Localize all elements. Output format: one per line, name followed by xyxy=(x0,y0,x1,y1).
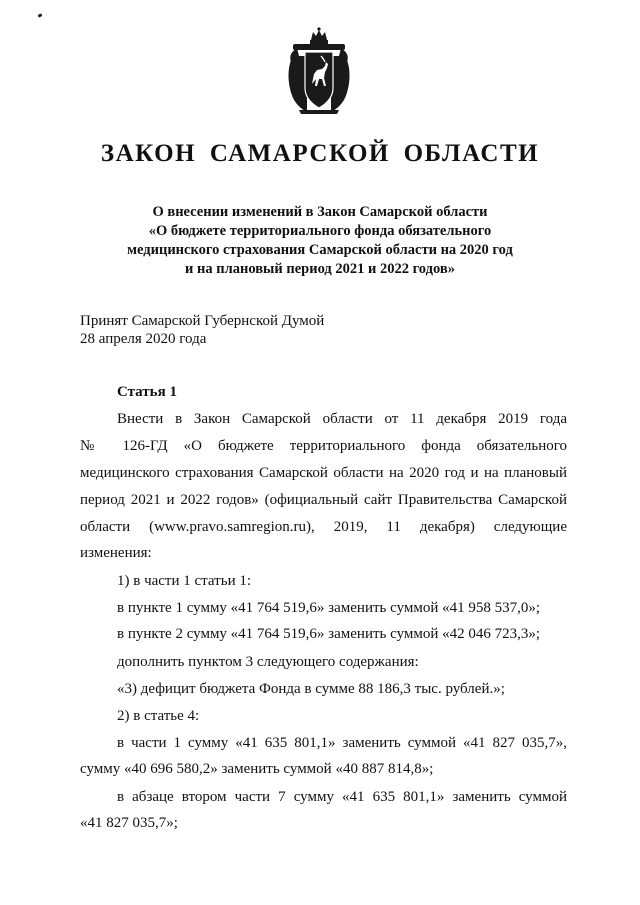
list-item: 1) в части 1 статьи 1: xyxy=(117,573,252,589)
subject-line: «О бюджете территориального фонда обязательного xyxy=(148,223,492,239)
subject-line: медицинского страхования Самарской области на 2020 год xyxy=(127,242,513,258)
shield-icon xyxy=(305,52,333,108)
body-line: области (www.pravo.samregion.ru), 2019, 11 декабря) следующие xyxy=(80,519,567,535)
body-line: «41 827 035,7»; xyxy=(80,815,178,831)
adopted-date: 28 апреля 2020 года xyxy=(80,331,207,347)
body-line: в абзаце втором части 7 сумму «41 635 801,1» заменить суммой xyxy=(117,789,567,805)
law-subject xyxy=(0,203,640,279)
body-line: в части 1 сумму «41 635 801,1» заменить суммой «41 827 035,7», xyxy=(117,735,567,751)
scan-speck xyxy=(38,13,43,17)
subject-line: и на плановый период 2021 и 2022 годов» xyxy=(185,261,455,277)
adopted-by: Принят Самарской Губернской Думой xyxy=(80,313,325,329)
list-item: 2) в статье 4: xyxy=(117,708,200,724)
list-item: в пункте 1 сумму «41 764 519,6» заменить суммой «41 958 537,0»; xyxy=(117,600,541,616)
list-item: «3) дефицит бюджета Фонда в сумме 88 186,3 тыс. рублей.»; xyxy=(117,681,505,697)
body-line: медицинского страхования Самарской области на 2020 год и на плановый xyxy=(80,465,567,481)
body-line: изменения: xyxy=(80,545,152,561)
law-title: ЗАКОН САМАРСКОЙ ОБЛАСТИ xyxy=(100,140,540,167)
subject-line: О внесении изменений в Закон Самарской области xyxy=(152,204,488,220)
body-line: сумму «40 696 580,2» заменить суммой «40 887 814,8»; xyxy=(80,761,434,777)
article-heading: Статья 1 xyxy=(117,384,177,400)
body-line: № 126-ГД «О бюджете территориального фонда обязательного xyxy=(80,438,567,454)
body-line: Внести в Закон Самарской области от 11 декабря 2019 года xyxy=(117,411,567,427)
coat-of-arms-icon xyxy=(281,26,357,114)
list-item: дополнить пунктом 3 следующего содержания: xyxy=(117,654,419,670)
adoption-info xyxy=(80,312,324,348)
list-item: в пункте 2 сумму «41 764 519,6» заменить суммой «42 046 723,3»; xyxy=(117,626,541,642)
crown-icon xyxy=(310,27,328,44)
body-line: период 2021 и 2022 годов» (официальный сайт Правительства Самарской xyxy=(80,492,567,508)
